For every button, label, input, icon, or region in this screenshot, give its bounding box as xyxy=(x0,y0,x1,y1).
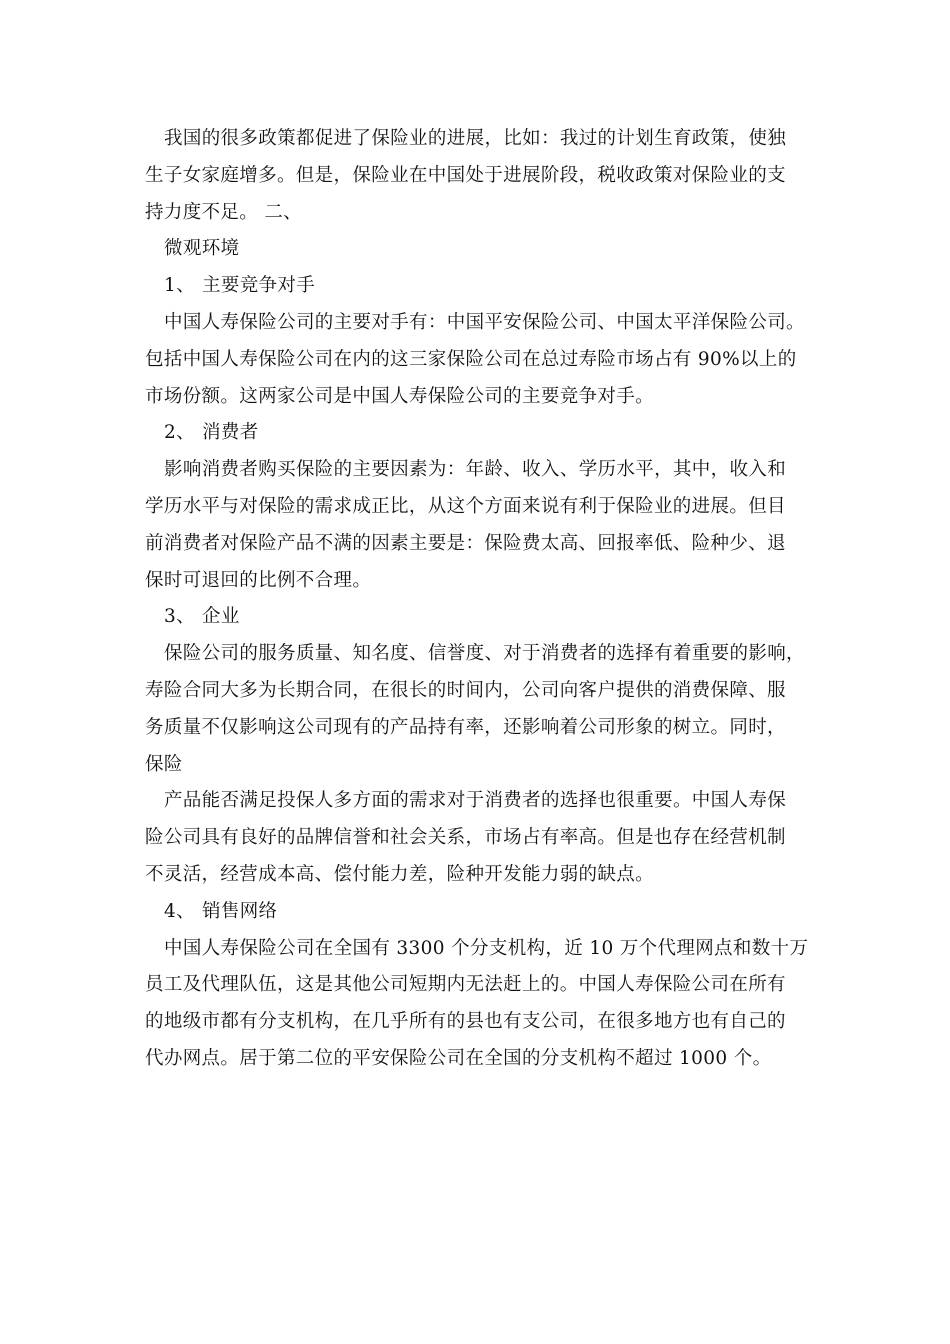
subheading-2 xyxy=(164,420,854,446)
subheading-text: 主要竞争对手 xyxy=(202,275,316,296)
text-line: 的地级市都有分支机构，在几乎所有的县也有支公司，在很多地方也有自己的 xyxy=(145,1011,786,1032)
subheading-number: 2、 xyxy=(164,422,195,443)
text-line: 我国的很多政策都促进了保险业的进展，比如：我过的计划生育政策，使独 xyxy=(164,128,787,149)
text-line: 市场份额。这两家公司是中国人寿保险公司的主要竞争对手。 xyxy=(145,386,654,407)
text-line: 前消费者对保险产品不满的因素主要是：保险费太高、回报率低、险种少、退 xyxy=(145,533,786,554)
text-line: 不灵活，经营成本高、偿付能力差，险种开发能力弱的缺点。 xyxy=(145,864,654,885)
subheading-text: 消费者 xyxy=(202,422,259,443)
text-line: 寿险合同大多为长期合同，在很长的时间内，公司向客户提供的消费保障、服 xyxy=(145,680,786,701)
subheading-text: 企业 xyxy=(202,606,240,627)
text-line: 中国人寿保险公司在全国有 3300 个分支机构，近 10 万个代理网点和数十万 xyxy=(164,938,809,959)
text-line: 险公司具有良好的品牌信誉和社会关系，市场占有率高。但是也存在经营机制 xyxy=(145,827,786,848)
text-line: 员工及代理队伍，这是其他公司短期内无法赶上的。中国人寿保险公司在所有 xyxy=(145,974,786,995)
text-line: 学历水平与对保险的需求成正比，从这个方面来说有利于保险业的进展。但目 xyxy=(145,496,786,517)
subheading-4 xyxy=(164,899,854,925)
subheading-1 xyxy=(164,273,854,299)
subheading-number: 1、 xyxy=(164,275,195,296)
subheading-3 xyxy=(164,604,854,630)
text-line: 生子女家庭增多。但是，保险业在中国处于进展阶段，税收政策对保险业的支 xyxy=(145,165,786,186)
text-line: 持力度不足。 二、 xyxy=(145,202,303,223)
section-title: 微观环境 xyxy=(164,238,240,259)
subheading-number: 4、 xyxy=(164,901,195,922)
subheading-number: 3、 xyxy=(164,606,195,627)
text-line: 包括中国人寿保险公司在内的这三家保险公司在总过寿险市场占有 90%以上的 xyxy=(145,349,797,370)
text-line: 产品能否满足投保人多方面的需求对于消费者的选择也很重要。中国人寿保 xyxy=(164,790,787,811)
text-line: 中国人寿保险公司的主要对手有：中国平安保险公司、中国太平洋保险公司。 xyxy=(164,312,805,333)
text-line: 务质量不仅影响这公司现有的产品持有率，还影响着公司形象的树立。同时， xyxy=(145,717,786,738)
text-line: 保时可退回的比例不合理。 xyxy=(145,570,372,591)
text-line: 代办网点。居于第二位的平安保险公司在全国的分支机构不超过 1000 个。 xyxy=(145,1048,772,1069)
subheading-text: 销售网络 xyxy=(202,901,278,922)
text-line: 保险 xyxy=(145,754,183,775)
text-line: 影响消费者购买保险的主要因素为：年龄、收入、学历水平，其中，收入和 xyxy=(164,459,787,480)
text-line: 保险公司的服务质量、知名度、信誉度、对于消费者的选择有着重要的影响， xyxy=(164,643,805,664)
